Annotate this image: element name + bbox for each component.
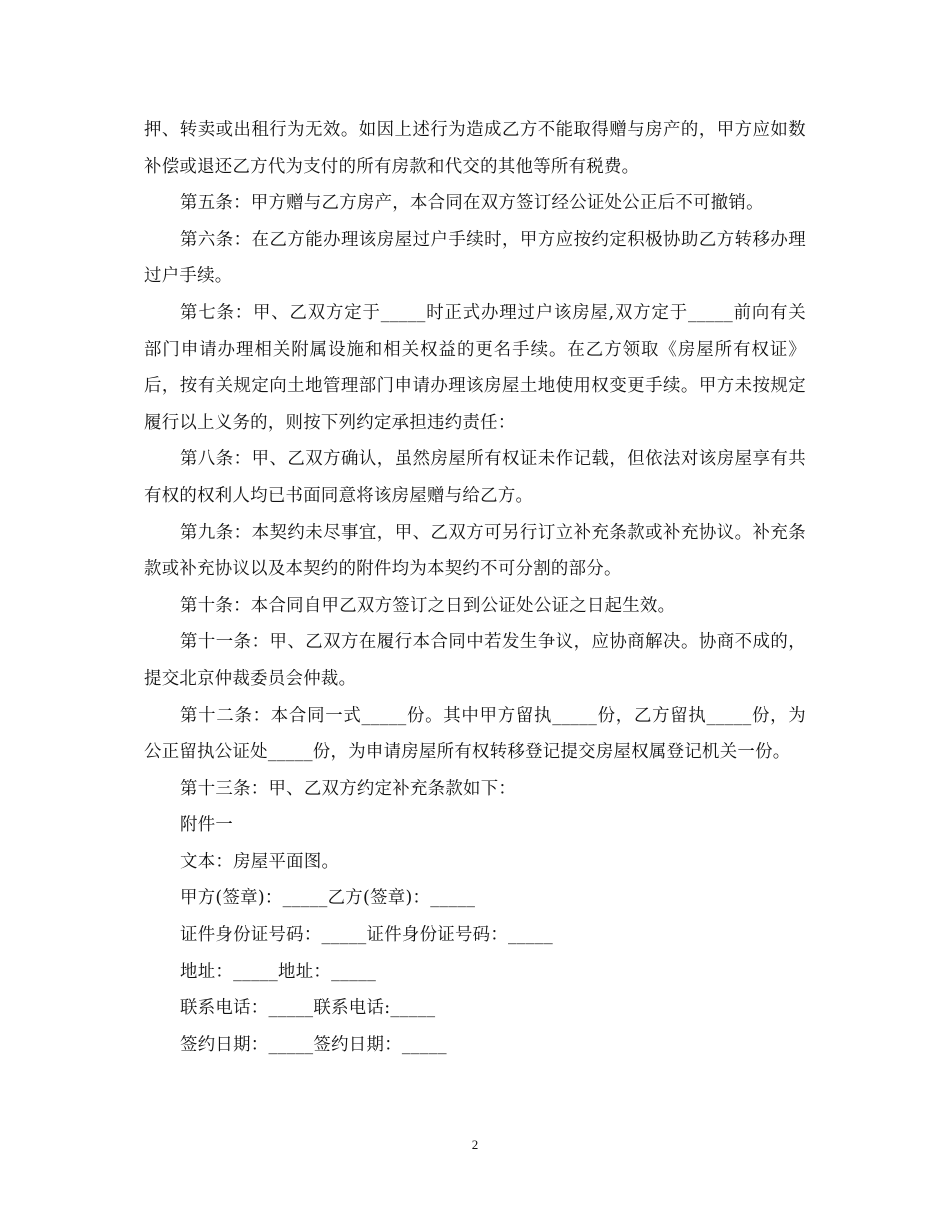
paragraph-article-7: 第七条：甲、乙双方定于_____时正式办理过户该房屋,双方定于_____前向有关部门申请办理相关附属设施和相关权益的更名手续。在乙方领取《房屋所有权证》后，按有关规定向土地管理部门申请办理该房屋土地使用权变更手续。甲方未按规定履行以上义务的，则按下列约定承担违约责任： <box>144 302 806 433</box>
phone-line: 联系电话：_____联系电话:_____ <box>180 998 436 1019</box>
id-number-line: 证件身份证号码：_____证件身份证号码：_____ <box>180 925 554 946</box>
page-number: 2 <box>471 1137 479 1152</box>
paragraph-article-11: 第十一条：甲、乙双方在履行本合同中若发生争议，应协商解决。协商不成的，提交北京仲裁委员会仲裁。 <box>144 632 806 689</box>
paragraph-article-10: 第十条：本合同自甲乙双方签订之日到公证处公证之日起生效。 <box>180 595 676 616</box>
paragraph-article-12: 第十二条：本合同一式_____份。其中甲方留执_____份，乙方留执_____份，为公正留执公证处_____份，为申请房屋所有权转移登记提交房屋权属登记机关一份。 <box>144 705 806 763</box>
paragraph-attachment-title: 附件一 <box>180 815 234 836</box>
signing-date-line: 签约日期：_____签约日期：_____ <box>180 1034 447 1055</box>
paragraph-article-6: 第六条：在乙方能办理该房屋过户手续时，甲方应按约定积极协助乙方转移办理过户手续。 <box>144 229 806 287</box>
paragraph-article-13: 第十三条：甲、乙双方约定补充条款如下： <box>180 778 517 799</box>
signature-line: 甲方(签章)：_____乙方(签章)：_____ <box>180 888 476 909</box>
paragraph-attachment-text: 文本：房屋平面图。 <box>180 851 340 872</box>
paragraph-article-9: 第九条：本契约未尽事宜，甲、乙双方可另行订立补充条款或补充协议。补充条款或补充协议以及本契约的附件均为本契约不可分割的部分。 <box>144 522 806 580</box>
paragraph-article-8: 第八条：甲、乙双方确认，虽然房屋所有权证未作记载，但依法对该房屋享有共有权的权利人均已书面同意将该房屋赠与给乙方。 <box>144 449 806 506</box>
document-body <box>144 112 806 1063</box>
paragraph-continuation: 押、转卖或出租行为无效。如因上述行为造成乙方不能取得赠与房产的，甲方应如数补偿或退还乙方代为支付的所有房款和代交的其他等所有税费。 <box>144 120 806 177</box>
paragraph-article-5: 第五条：甲方赠与乙方房产，本合同在双方签订经公证处公正后不可撤销。 <box>180 193 764 214</box>
address-line: 地址：_____地址：_____ <box>180 961 377 982</box>
